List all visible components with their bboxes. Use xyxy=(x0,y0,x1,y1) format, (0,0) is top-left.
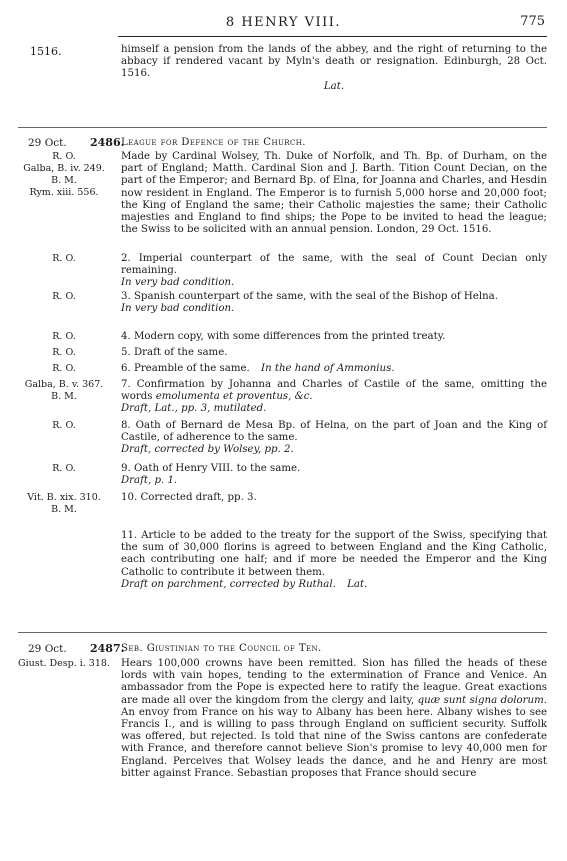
entry-2486-heading xyxy=(121,137,547,149)
item-emph: emolumenta et proventus, &c. xyxy=(155,391,313,403)
continuation-paragraph: himself a pension from the lands of the abbey, and the right of returning to the abbacy if rendered vacant by Myln's death or resignation. Edinburgh, 28 Oct. 1516. xyxy=(121,44,547,80)
ref-line: B. M. xyxy=(51,175,77,186)
section-divider xyxy=(18,632,547,633)
page-header xyxy=(0,12,567,34)
entry-2486-refs xyxy=(18,151,110,199)
item-note: Draft, p. 1. xyxy=(121,475,178,487)
continuation-text xyxy=(121,44,547,93)
item-text xyxy=(121,253,547,290)
item-text: 4. Modern copy, with some differences from the printed treaty. xyxy=(121,331,446,342)
item-text xyxy=(121,291,547,315)
entry-2487-number: 2487. xyxy=(90,642,125,655)
item-ref: R. O. xyxy=(52,463,76,474)
item-desc: 3. Spanish counterpart of the same, with the seal of the Bishop of Helna. xyxy=(121,291,498,302)
ref-line: Galba, B. iv. 249. xyxy=(23,163,105,174)
item-note: In very bad condition. xyxy=(121,303,235,315)
item-note: Draft on parchment, corrected by Ruthal. Lat. xyxy=(121,578,368,590)
entry-2486-number: 2486. xyxy=(90,136,125,149)
item-note: Draft, Lat., pp. 3, mutilated. xyxy=(121,403,267,415)
section-divider xyxy=(18,127,547,128)
item-desc: 7. Confirmation by Johanna and Charles of Castile of the same, omitting the words emolumenta et proventus, &c. xyxy=(121,379,547,403)
item-note: In very bad condition. xyxy=(121,277,235,289)
entry-heading: Seb. Giustinian to the Council of Ten. xyxy=(121,643,322,654)
item-text xyxy=(121,420,547,457)
page-number: 775 xyxy=(520,14,545,29)
language-note: Lat. xyxy=(323,80,345,92)
item-ref: R. O. xyxy=(52,253,76,264)
item-ref: R. O. xyxy=(52,291,76,302)
item-ref: R. O. xyxy=(52,347,76,358)
item-desc: 11. Article to be added to the treaty for the support of the Swiss, specifying that the sum of 30,000 florins is agreed to between England and the King Catholic, each contributing one half; and if more be needed the Emperor and the King Catholic to contribute it between them. xyxy=(121,530,547,578)
year-marker: 1516. xyxy=(30,45,62,58)
item-ref xyxy=(18,379,110,403)
item-text xyxy=(121,379,547,416)
ref-line: Vit. B. xix. 310. xyxy=(27,492,101,503)
text-emph: quæ sunt signa dolorum. xyxy=(417,694,547,706)
text-part: An envoy from France on his way to Albany has been here. Albany wishes to see Francis I., and is willing to pass through England on sufficient security. Suffolk was offered, but rejected. Is told that nine of the Swiss cantons are confederate with France, and therefore cannot believe Sion's promise to levy 40,000 men for England. Perceives that Wolsey leads the dance, and he and Henry are most bitter against France. Sebastian proposes that France should secure xyxy=(121,706,547,779)
entry-2486-date: 29 Oct. xyxy=(28,137,67,149)
entry-2487-text xyxy=(121,658,547,780)
item-desc: 9. Oath of Henry VIII. to the same. xyxy=(121,463,301,474)
entry-heading: League for Defence of the Church. xyxy=(121,137,306,148)
ref-line: Galba, B. v. 367. xyxy=(24,379,104,390)
item-text xyxy=(121,530,547,591)
entry-2487-date: 29 Oct. xyxy=(28,643,67,655)
item-ref: R. O. xyxy=(52,331,76,342)
entry-2487-ref: Giust. Desp. i. 318. xyxy=(18,658,110,669)
item-desc: 2. Imperial counterpart of the same, with the seal of Count Decian only remaining. xyxy=(121,253,547,277)
text-part: Hears 100,000 crowns have been remitted. Sion has filled the heads of these lords with vain hopes, tending to the extermination of France and Venice. An ambassador from the Pope is expected here to ratify the league. Great exactions are made all over the kingdom from the clergy and laity, xyxy=(121,658,547,706)
ref-line: B. M. xyxy=(51,391,77,402)
header-rule xyxy=(118,36,547,37)
ref-line: B. M. xyxy=(51,504,77,515)
item-text: 5. Draft of the same. xyxy=(121,347,228,358)
item-desc: 6. Preamble of the same. xyxy=(121,363,250,374)
item-ref: R. O. xyxy=(52,420,76,431)
item-note: In the hand of Ammonius. xyxy=(261,363,395,374)
item-ref: R. O. xyxy=(52,363,76,374)
entry-2487-heading xyxy=(121,643,547,655)
item-text xyxy=(121,363,547,375)
item-text xyxy=(121,463,547,487)
ref-line: Rym. xiii. 556. xyxy=(29,187,99,198)
item-desc: 8. Oath of Bernard de Mesa Bp. of Helna, on the part of Joan and the King of Castile, of adherence to the same. xyxy=(121,420,547,444)
running-title: 8 HENRY VIII. xyxy=(225,15,342,30)
entry-2486-text: Made by Cardinal Wolsey, Th. Duke of Norfolk, and Th. Bp. of Durham, on the part of England; Matth. Cardinal Sion and J. Barth. Tition Count Decian, on the part of the Emperor; and Bernard Bp. of Elna, for Joanna and Charles, and Hesdin now resident in England. The Emperor is to furnish 5,000 horse and 20,000 foot; the King of England the same; their Catholic majesties the same; their Catholic majesties and England to find ships; the Pope to be invited to head the league; the Swiss to be solicited with an annual pension. London, 29 Oct. 1516. xyxy=(121,151,547,236)
item-ref xyxy=(18,492,110,516)
item-text: 10. Corrected draft, pp. 3. xyxy=(121,492,257,503)
item-note: Draft, corrected by Wolsey, pp. 2. xyxy=(121,444,294,456)
ref-line: R. O. xyxy=(52,151,76,162)
